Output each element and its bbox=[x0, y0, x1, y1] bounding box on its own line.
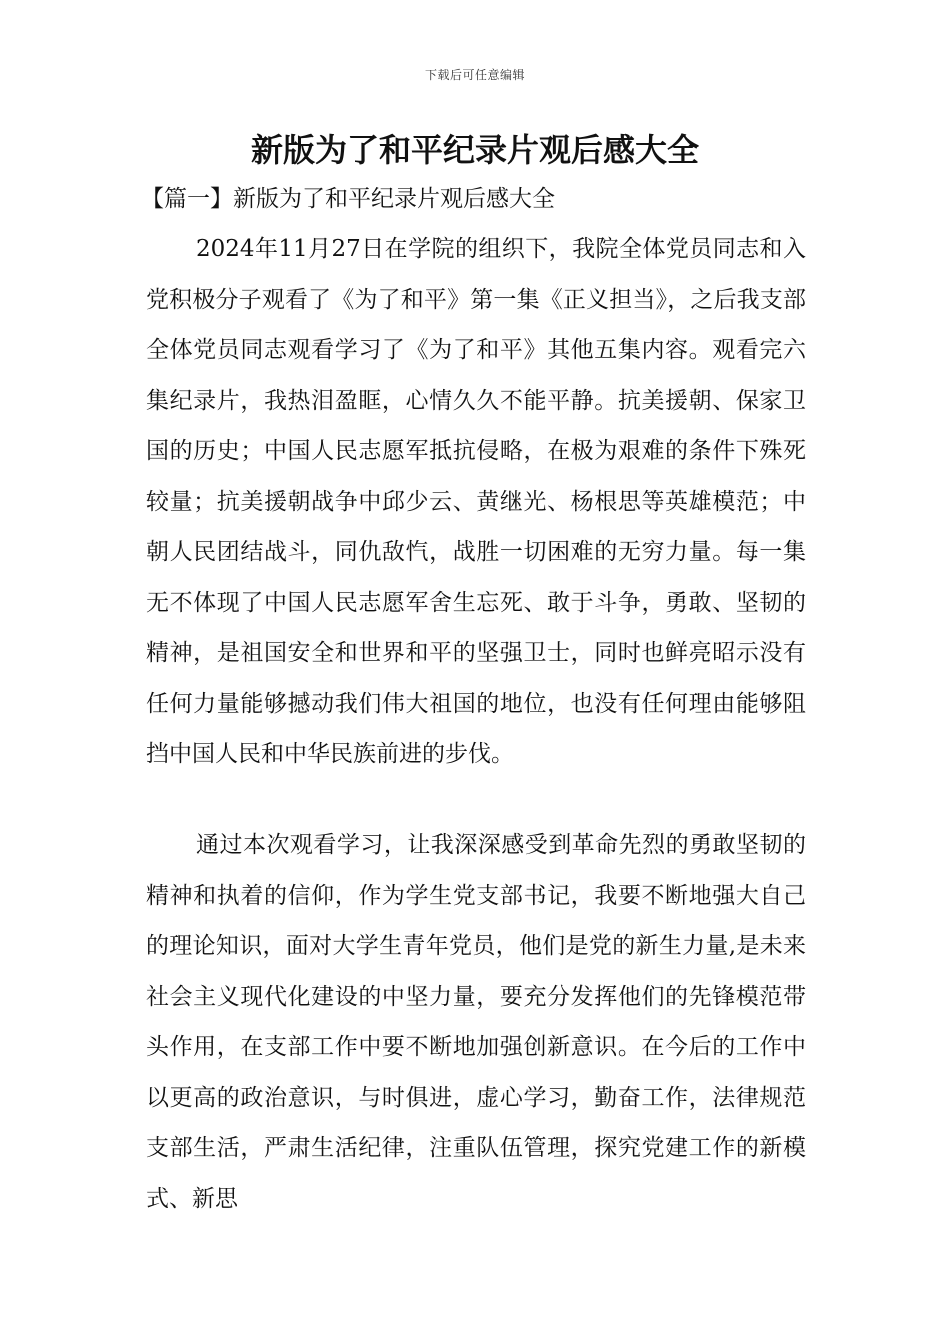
page-header-note: 下载后可任意编辑 bbox=[424, 68, 525, 82]
body-paragraph-1: 2024年11月27日在学院的组织下，我院全体党员同志和入党积极分子观看了《为了和平》第一集《正义担当》，之后我支部全体党员同志观看学习了《为了和平》其他五集内容。观看完六集纪录片，我热泪盈眶，心情久久不能平静。抗美援朝、保家卫国的历史；中国人民志愿军抵抗侵略，在极为艰难的条件下殊死较量；抗美援朝战争中邱少云、黄继光、杨根思等英雄模范；中朝人民团结战斗，同仇敌忾，战胜一切困难的无穷力量。每一集无不体现了中国人民志愿军舍生忘死、敢于斗争，勇敢、坚韧的精神，是祖国安全和世界和平的坚强卫士，同时也鲜亮昭示没有任何力量能够撼动我们伟大祖国的地位，也没有任何理由能够阻挡中国人民和中华民族前进的步伐。 bbox=[146, 236, 806, 767]
document-title: 新版为了和平纪录片观后感大全 bbox=[250, 131, 699, 169]
section-heading: 【篇一】新版为了和平纪录片观后感大全 bbox=[141, 186, 555, 212]
body-paragraph-2: 通过本次观看学习，让我深深感受到革命先烈的勇敢坚韧的精神和执着的信仰，作为学生党支部书记，我要不断地强大自己的理论知识，面对大学生青年党员，他们是党的新生力量,是未来社会主义现代化建设的中坚力量，要充分发挥他们的先锋模范带头作用，在支部工作中要不断地加强创新意识。在今后的工作中以更高的政治意识，与时俱进，虚心学习，勤奋工作，法律规范支部生活，严肃生活纪律，注重队伍管理，探究党建工作的新模式、新思 bbox=[146, 832, 806, 1212]
